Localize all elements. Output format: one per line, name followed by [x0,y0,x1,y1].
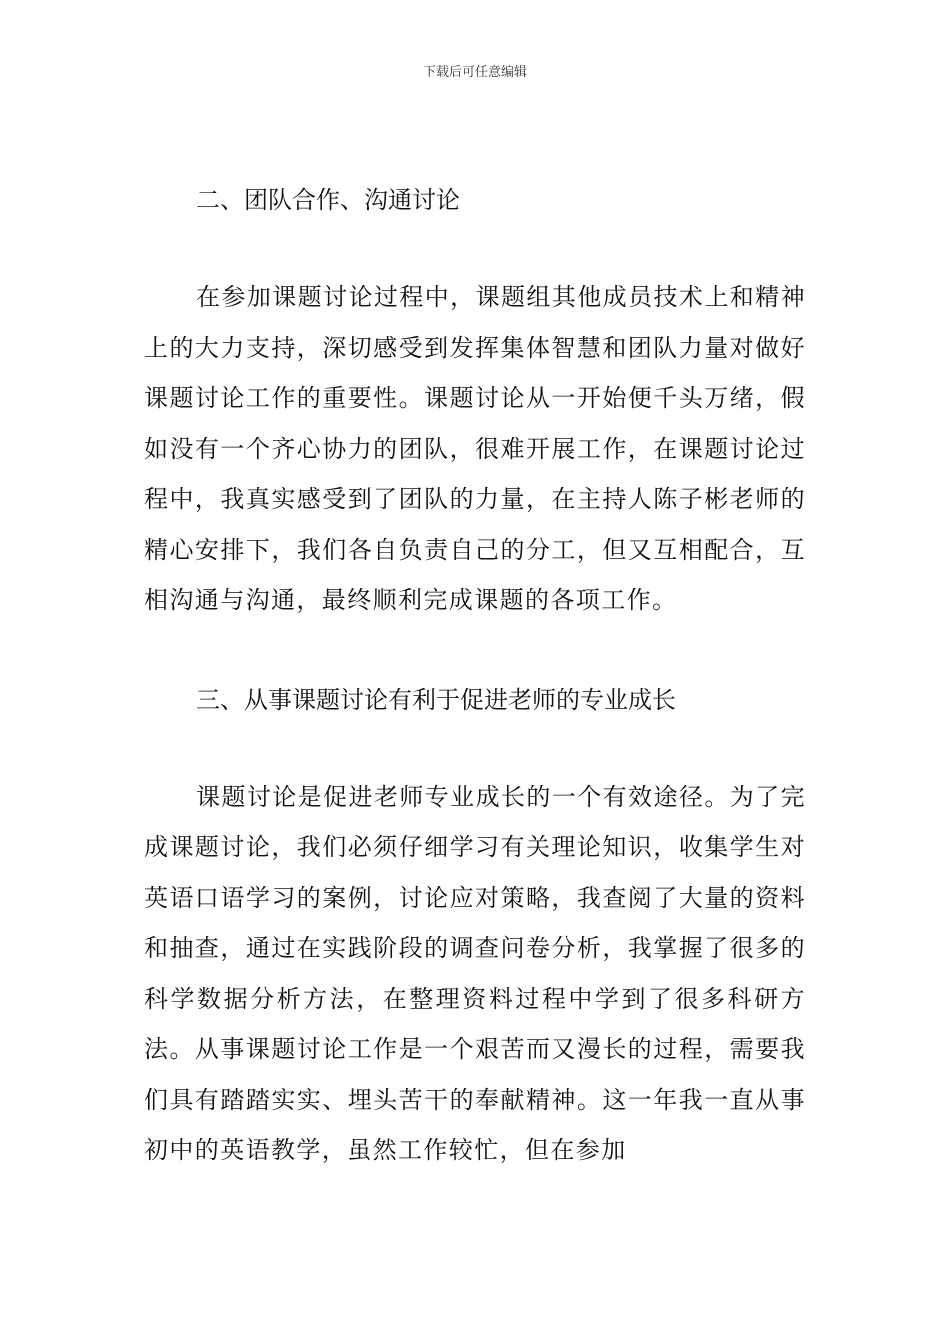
page-header: 下载后可任意编辑 [422,65,527,80]
section-heading-2: 二、团队合作、沟通讨论 [196,186,460,214]
section-paragraph-3: 课题讨论是促进老师专业成长的一个有效途径。为了完成课题讨论，我们必须仔细学习有关理论知识，收集学生对英语口语学习的案例，讨论应对策略，我查阅了大量的资料和抽查，通过在实践阶段的调查问卷分析，我掌握了很多的科学数据分析方法，在整理资料过程中学到了很多科研方法。从事课题讨论工作是一个艰苦而又漫长的过程，需要我们具有踏踏实实、埋头苦干的奉献精神。这一年我一直从事初中的英语教学，虽然工作较忙，但在参加 [144,782,806,1164]
section-paragraph-2: 在参加课题讨论过程中，课题组其他成员技术上和精神上的大力支持，深切感受到发挥集体智慧和团队力量对做好课题讨论工作的重要性。课题讨论从一开始便千头万绪，假如没有一个齐心协力的团队，很难开展工作，在课题讨论过程中，我真实感受到了团队的力量，在主持人陈子彬老师的精心安排下，我们各自负责自己的分工，但又互相配合，互相沟通与沟通，最终顺利完成课题的各项工作。 [144,283,806,614]
document-body [144,178,806,1228]
section-heading-3: 三、从事课题讨论有利于促进老师的专业成长 [196,685,676,714]
